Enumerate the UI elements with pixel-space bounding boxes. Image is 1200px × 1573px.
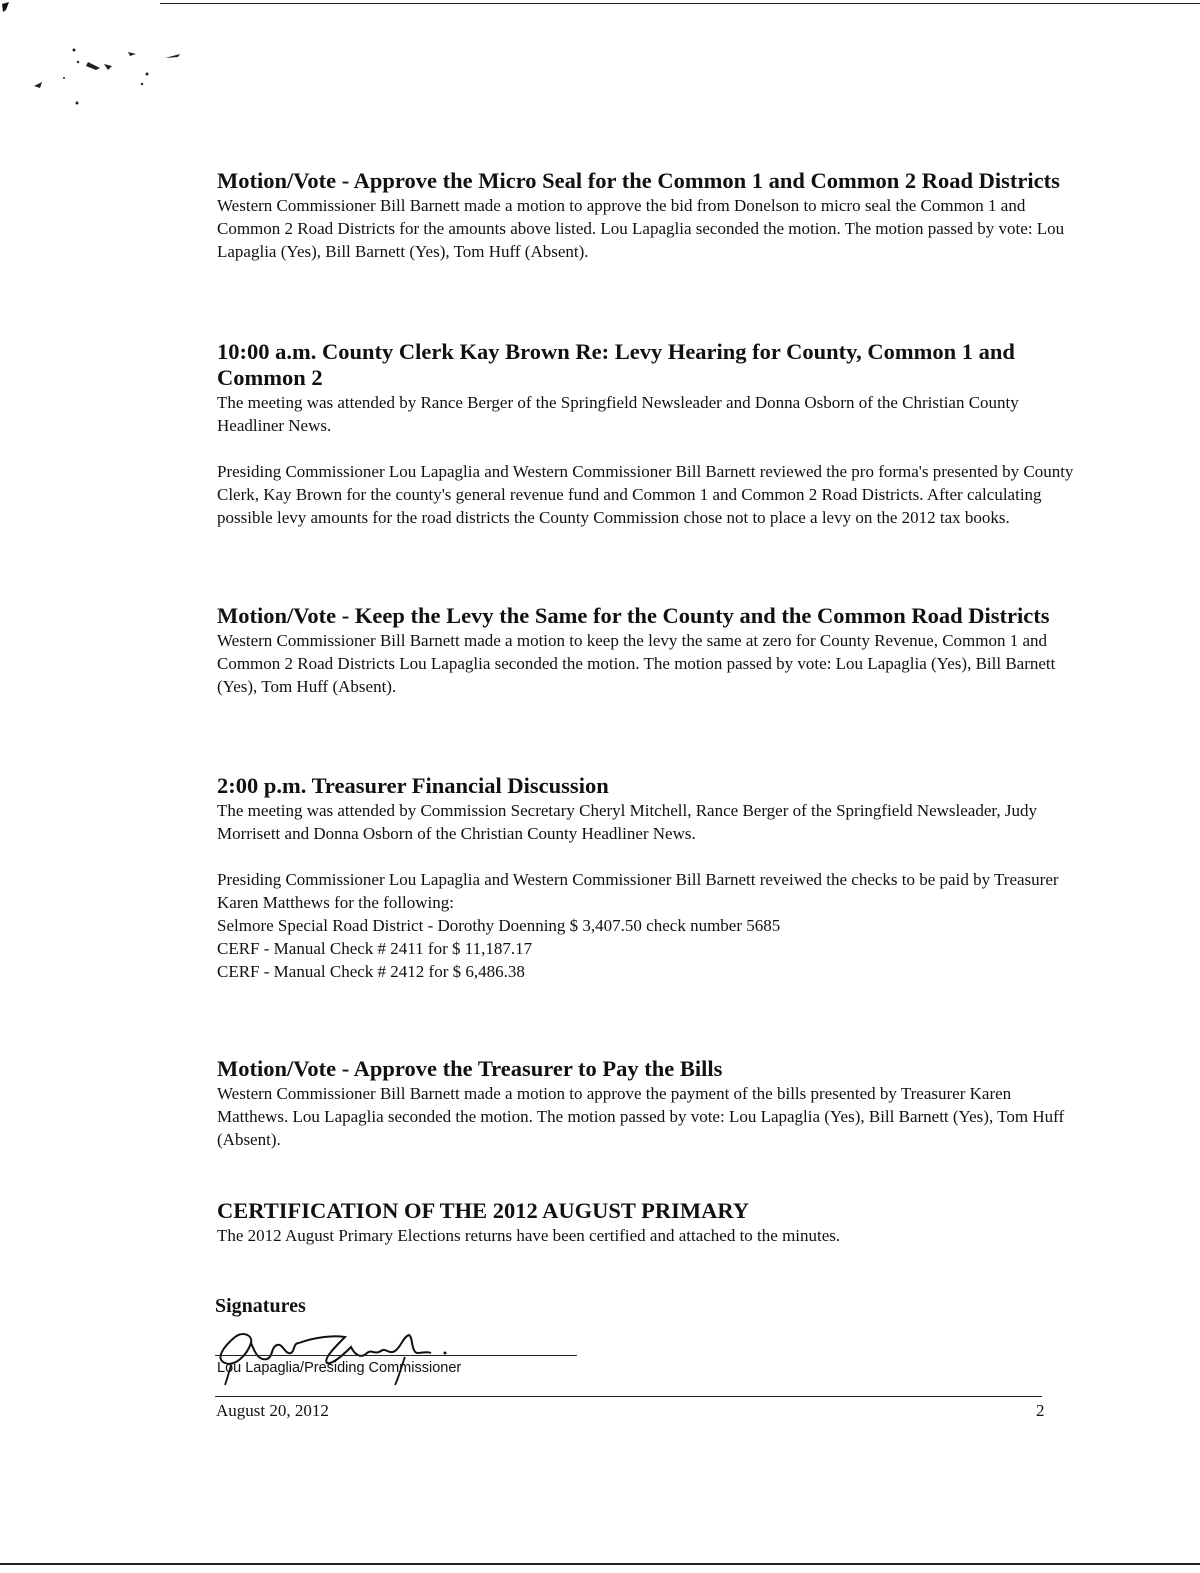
section-heading: Motion/Vote - Approve the Micro Seal for the Common 1 and Common 2 Road Districts [217, 168, 1060, 193]
section-paragraph: The 2012 August Primary Elections returns have been certified and attached to the minutes. [217, 1226, 841, 1245]
section-paragraph: The meeting was attended by Commission Secretary Cheryl Mitchell, Rance Berger of the Springfield Newsleader, Judy Morrisett and Donna Osborn of the Christian County Headliner News. [217, 801, 1037, 843]
section-heading: Motion/Vote - Approve the Treasurer to Pay the Bills [217, 1056, 723, 1081]
section-paragraph: Western Commissioner Bill Barnett made a motion to keep the levy the same at zero for County Revenue, Common 1 and Common 2 Road Districts Lou Lapaglia seconded the motion. The motion passed by vote: Lou Lapaglia (Yes), Bill Barnett (Yes), Tom Huff (Absent). [217, 631, 1056, 696]
signer-name: Lou Lapaglia/Presiding Commissioner [217, 1360, 462, 1376]
bottom-border-line [0, 1563, 1200, 1565]
section-pay-bills-motion [217, 1056, 1077, 1151]
check-line: Selmore Special Road District - Dorothy Doenning $ 3,407.50 check number 5685 [217, 916, 781, 935]
signatures-heading: Signatures [215, 1295, 306, 1317]
check-line: CERF - Manual Check # 2411 for $ 11,187.17 [217, 939, 533, 958]
section-keep-levy-motion [217, 603, 1077, 698]
footer-rule [215, 1396, 1042, 1397]
section-treasurer-discussion [217, 773, 1077, 983]
signature-block [215, 1295, 575, 1385]
page-number: 2 [1036, 1401, 1045, 1420]
section-paragraph: Western Commissioner Bill Barnett made a motion to approve the bid from Donelson to micro seal the Common 1 and Common 2 Road Districts for the amounts above listed. Lou Lapaglia seconded the motion. The motion passed by vote: Lou Lapaglia (Yes), Bill Barnett (Yes), Tom Huff (Absent). [217, 196, 1065, 261]
check-line: CERF - Manual Check # 2412 for $ 6,486.38 [217, 962, 525, 981]
section-levy-hearing [217, 339, 1077, 529]
section-paragraph: The meeting was attended by Rance Berger of the Springfield Newsleader and Donna Osborn of the Christian County Headliner News. [217, 393, 1019, 435]
section-paragraph: Presiding Commissioner Lou Lapaglia and Western Commissioner Bill Barnett reviewed the pro forma's presented by County Clerk, Kay Brown for the county's general revenue fund and Common 1 and Common 2 Road Districts. After calculating possible levy amounts for the road districts the County Commission chose not to place a levy on the 2012 tax books. [217, 462, 1074, 527]
check-list [217, 914, 1077, 983]
top-border-line [160, 3, 1200, 4]
section-paragraph: Presiding Commissioner Lou Lapaglia and Western Commissioner Bill Barnett reveiwed the checks to be paid by Treasurer Karen Matthews for the following: [217, 870, 1059, 912]
section-heading: Motion/Vote - Keep the Levy the Same for the County and the Common Road Districts [217, 603, 1050, 628]
section-heading: 2:00 p.m. Treasurer Financial Discussion [217, 773, 609, 798]
section-heading: CERTIFICATION OF THE 2012 AUGUST PRIMARY [217, 1198, 750, 1223]
scan-specks [0, 0, 190, 120]
footer-date: August 20, 2012 [216, 1401, 329, 1420]
signature-line [215, 1355, 577, 1356]
section-paragraph: Western Commissioner Bill Barnett made a motion to approve the payment of the bills presented by Treasurer Karen Matthews. Lou Lapaglia seconded the motion. The motion passed by vote: Lou Lapaglia (Yes), Bill Barnett (Yes), Tom Huff (Absent). [217, 1084, 1065, 1149]
section-primary-certification [217, 1198, 1077, 1247]
section-micro-seal-motion [217, 168, 1077, 263]
section-heading: 10:00 a.m. County Clerk Kay Brown Re: Levy Hearing for County, Common 1 and Common 2 [217, 339, 1015, 390]
